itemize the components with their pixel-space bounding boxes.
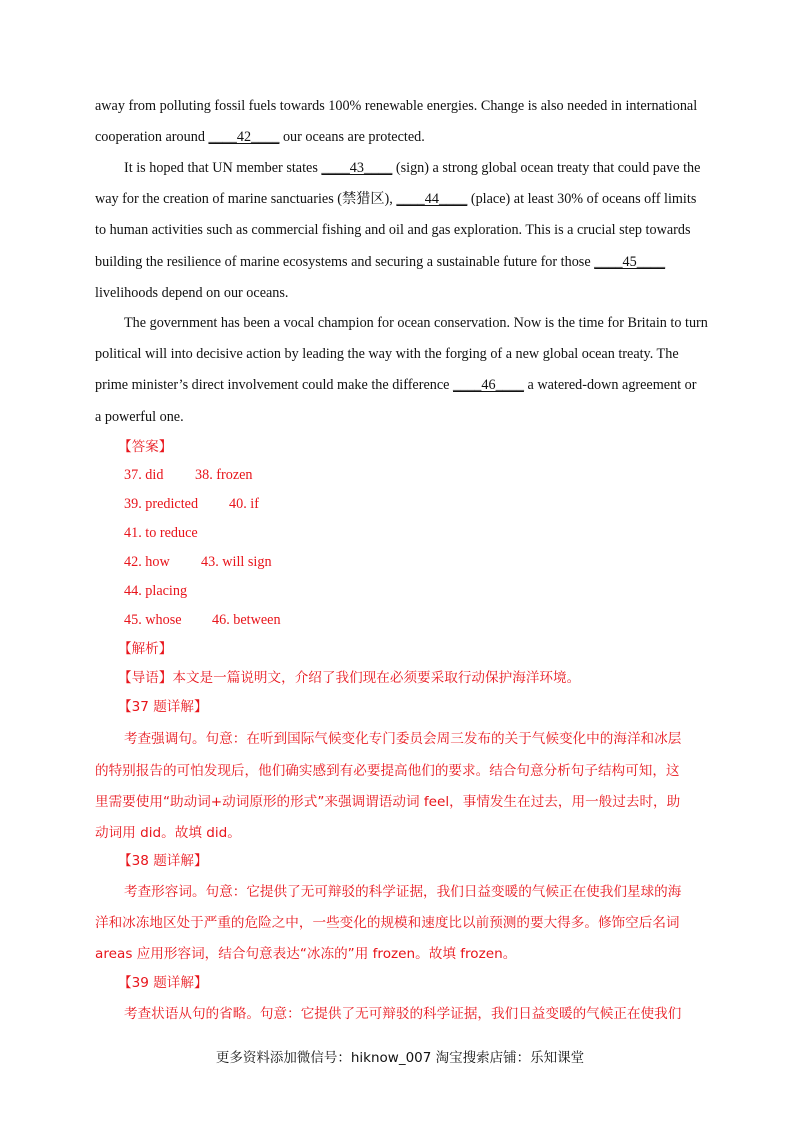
passage-line (95, 376, 696, 394)
text: prime minister’s direct involvement could make the difference (95, 377, 453, 393)
passage-line (95, 253, 665, 271)
blank-45[interactable]: ____45____ (594, 254, 666, 270)
q39-line: 考查状语从句的省略。句意：它提供了无可辩驳的科学证据，我们日益变暖的气候正在使我们 (124, 1006, 682, 1022)
answer-38: 38. frozen (195, 467, 253, 483)
text: cooperation around (95, 129, 209, 145)
q39-heading: 【39 题详解】 (118, 975, 208, 991)
answer-42: 42. how (124, 554, 170, 570)
answer-44: 44. placing (124, 583, 188, 599)
q37-line: 考查强调句。句意：在听到国际气候变化专门委员会周三发布的关于气候变化中的海洋和冰层 (124, 731, 682, 747)
text: (sign) a strong global ocean treaty that could pave the (392, 160, 701, 176)
answer-43: 43. will sign (201, 554, 272, 570)
answer-40: 40. if (229, 496, 259, 512)
passage-line (124, 159, 700, 177)
q37-line: 的特别报告的可怕发现后，他们确实感到有必要提高他们的要求。结合句意分析句子结构可知，这 (95, 763, 680, 779)
blank-42[interactable]: ____42____ (208, 129, 280, 145)
q37-line: 里需要使用“助动词+动词原形的形式”来强调谓语动词 feel，事情发生在过去，用一般过去时，助 (95, 794, 681, 810)
guide-text: 【导语】本文是一篇说明文，介绍了我们现在必须要采取行动保护海洋环境。 (118, 670, 581, 686)
analysis-heading: 【解析】 (118, 641, 173, 657)
q38-line: areas 应用形容词，结合句意表达“冰冻的”用 frozen。故填 frozen。 (95, 946, 517, 962)
text: It is hoped that UN member states (124, 160, 322, 176)
passage-line: livelihoods depend on our oceans. (95, 285, 289, 301)
answer-41: 41. to reduce (124, 525, 198, 541)
text: (place) at least 30% of oceans off limits (467, 191, 697, 207)
text: building the resilience of marine ecosystems and securing a sustainable future for those (95, 254, 595, 270)
passage-line: a powerful one. (95, 409, 184, 425)
passage-line: The government has been a vocal champion for ocean conservation. Now is the time for Britain to turn (124, 315, 708, 331)
passage-line: political will into decisive action by leading the way with the forging of a new global ocean treaty. The (95, 346, 679, 362)
text: our oceans are protected. (279, 129, 425, 145)
blank-46[interactable]: ____46____ (453, 377, 524, 393)
page-footer: 更多资料添加微信号：hiknow_007 淘宝搜索店铺：乐知课堂 (215, 1050, 585, 1066)
q37-line: 动词用 did。故填 did。 (95, 825, 241, 841)
q37-heading: 【37 题详解】 (118, 699, 208, 715)
passage-line: away from polluting fossil fuels towards 100% renewable energies. Change is also needed in international (95, 98, 698, 114)
answer-46: 46. between (212, 612, 281, 628)
text: way for the creation of marine sanctuaries (禁猎区), (95, 191, 397, 207)
blank-43[interactable]: ____43____ (321, 160, 393, 176)
answer-heading: 【答案】 (118, 439, 173, 455)
answer-45: 45. whose (124, 612, 182, 628)
answer-39: 39. predicted (124, 496, 199, 512)
q38-line: 考查形容词。句意：它提供了无可辩驳的科学证据，我们日益变暖的气候正在使我们星球的海 (124, 884, 682, 900)
passage-line (95, 190, 696, 208)
text: a watered-down agreement or (523, 377, 697, 393)
answer-37: 37. did (124, 467, 164, 483)
blank-44[interactable]: ____44____ (396, 191, 468, 207)
q38-line: 洋和冰冻地区处于严重的危险之中，一些变化的规模和速度比以前预测的要大得多。修饰空后名词 (95, 915, 680, 931)
q38-heading: 【38 题详解】 (118, 853, 208, 869)
passage-line: to human activities such as commercial fishing and oil and gas exploration. This is a crucial step towards (95, 222, 691, 238)
passage-line (95, 128, 425, 146)
